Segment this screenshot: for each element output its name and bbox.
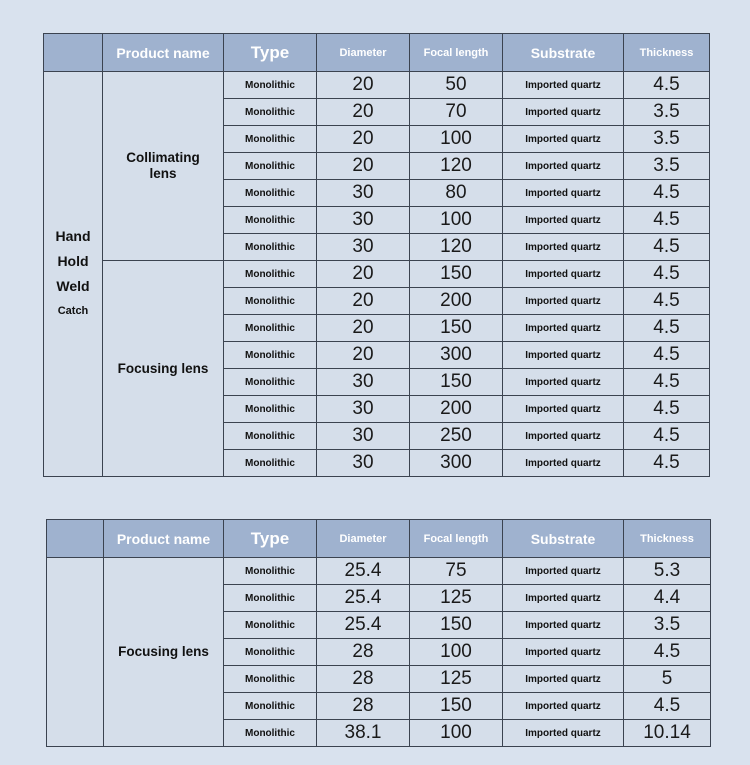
thickness-cell: 4.5 [624, 72, 710, 99]
product-name-line: Focusing lens [118, 644, 209, 659]
thickness-cell: 3.5 [624, 153, 710, 180]
thickness-cell: 3.5 [624, 612, 711, 639]
focal-length-cell: 200 [410, 288, 503, 315]
substrate-cell: Imported quartz [503, 261, 624, 288]
focal-length-cell: 100 [410, 720, 503, 747]
type-cell: Monolithic [224, 207, 317, 234]
focal-length-cell: 125 [410, 666, 503, 693]
diameter-cell: 30 [317, 180, 410, 207]
header-product-name: Product name [103, 34, 224, 72]
product-group-line: Catch [57, 305, 89, 317]
focal-length-cell: 150 [410, 693, 503, 720]
diameter-cell: 20 [317, 72, 410, 99]
diameter-cell: 30 [317, 369, 410, 396]
thickness-cell: 4.5 [624, 369, 710, 396]
type-cell: Monolithic [224, 153, 317, 180]
substrate-cell: Imported quartz [503, 423, 624, 450]
product-name-cell [103, 261, 224, 477]
diameter-cell: 28 [317, 693, 410, 720]
substrate-cell: Imported quartz [503, 99, 624, 126]
header-product-name: Product name [104, 520, 224, 558]
type-cell: Monolithic [224, 666, 317, 693]
header-diameter: Diameter [317, 34, 410, 72]
table-row [44, 72, 710, 99]
focal-length-cell: 150 [410, 315, 503, 342]
focal-length-cell: 200 [410, 396, 503, 423]
substrate-cell: Imported quartz [503, 180, 624, 207]
thickness-cell: 4.5 [624, 639, 711, 666]
spec-table-2 [46, 519, 711, 747]
thickness-cell: 4.5 [624, 180, 710, 207]
product-group-cell [44, 72, 103, 477]
spec-table-1 [43, 33, 710, 477]
thickness-cell: 3.5 [624, 99, 710, 126]
header-row [47, 520, 711, 558]
substrate-cell: Imported quartz [503, 315, 624, 342]
product-name-cell [104, 558, 224, 747]
header-substrate: Substrate [503, 34, 624, 72]
diameter-cell: 30 [317, 450, 410, 477]
type-cell: Monolithic [224, 450, 317, 477]
product-group-line: Weld [56, 278, 90, 294]
type-cell: Monolithic [224, 342, 317, 369]
focal-length-cell: 100 [410, 639, 503, 666]
type-cell: Monolithic [224, 558, 317, 585]
header-type: Type [224, 34, 317, 72]
substrate-cell: Imported quartz [503, 153, 624, 180]
spec-table-2-body [47, 520, 711, 747]
thickness-cell: 4.5 [624, 693, 711, 720]
header-blank [44, 34, 103, 72]
thickness-cell: 3.5 [624, 126, 710, 153]
substrate-cell: Imported quartz [503, 126, 624, 153]
product-group-line: Hold [57, 253, 89, 269]
thickness-cell: 4.4 [624, 585, 711, 612]
thickness-cell: 4.5 [624, 396, 710, 423]
type-cell: Monolithic [224, 99, 317, 126]
focal-length-cell: 100 [410, 126, 503, 153]
focal-length-cell: 125 [410, 585, 503, 612]
type-cell: Monolithic [224, 261, 317, 288]
type-cell: Monolithic [224, 396, 317, 423]
substrate-cell: Imported quartz [503, 450, 624, 477]
focal-length-cell: 300 [410, 342, 503, 369]
type-cell: Monolithic [224, 369, 317, 396]
substrate-cell: Imported quartz [503, 693, 624, 720]
substrate-cell: Imported quartz [503, 207, 624, 234]
substrate-cell: Imported quartz [503, 72, 624, 99]
substrate-cell: Imported quartz [503, 558, 624, 585]
focal-length-cell: 120 [410, 234, 503, 261]
diameter-cell: 20 [317, 315, 410, 342]
diameter-cell: 25.4 [317, 612, 410, 639]
product-name-line: Collimating [126, 150, 200, 165]
product-group-cell [47, 558, 104, 747]
product-name-cell [103, 72, 224, 261]
focal-length-cell: 150 [410, 369, 503, 396]
focal-length-cell: 300 [410, 450, 503, 477]
thickness-cell: 5 [624, 666, 711, 693]
header-thickness: Thickness [624, 34, 710, 72]
focal-length-cell: 75 [410, 558, 503, 585]
type-cell: Monolithic [224, 612, 317, 639]
type-cell: Monolithic [224, 693, 317, 720]
header-focal-length: Focal length [410, 520, 503, 558]
substrate-cell: Imported quartz [503, 639, 624, 666]
product-group-line: Hand [55, 228, 91, 244]
diameter-cell: 30 [317, 423, 410, 450]
type-cell: Monolithic [224, 288, 317, 315]
product-name-line: Focusing lens [117, 360, 209, 376]
type-cell: Monolithic [224, 639, 317, 666]
type-cell: Monolithic [224, 585, 317, 612]
focal-length-cell: 50 [410, 72, 503, 99]
diameter-cell: 28 [317, 666, 410, 693]
substrate-cell: Imported quartz [503, 369, 624, 396]
diameter-cell: 20 [317, 261, 410, 288]
diameter-cell: 20 [317, 153, 410, 180]
thickness-cell: 4.5 [624, 450, 710, 477]
substrate-cell: Imported quartz [503, 585, 624, 612]
header-type: Type [224, 520, 317, 558]
table-row [47, 558, 711, 585]
substrate-cell: Imported quartz [503, 396, 624, 423]
focal-length-cell: 70 [410, 99, 503, 126]
focal-length-cell: 150 [410, 612, 503, 639]
substrate-cell: Imported quartz [503, 234, 624, 261]
type-cell: Monolithic [224, 72, 317, 99]
thickness-cell: 4.5 [624, 423, 710, 450]
diameter-cell: 25.4 [317, 585, 410, 612]
type-cell: Monolithic [224, 234, 317, 261]
focal-length-cell: 150 [410, 261, 503, 288]
substrate-cell: Imported quartz [503, 342, 624, 369]
type-cell: Monolithic [224, 180, 317, 207]
diameter-cell: 38.1 [317, 720, 410, 747]
type-cell: Monolithic [224, 720, 317, 747]
thickness-cell: 4.5 [624, 342, 710, 369]
thickness-cell: 4.5 [624, 234, 710, 261]
header-row [44, 34, 710, 72]
type-cell: Monolithic [224, 423, 317, 450]
table-row [44, 261, 710, 288]
header-blank [47, 520, 104, 558]
diameter-cell: 28 [317, 639, 410, 666]
focal-length-cell: 120 [410, 153, 503, 180]
diameter-cell: 20 [317, 288, 410, 315]
product-name-line: lens [149, 166, 177, 181]
spec-table-1-body [44, 34, 710, 477]
diameter-cell: 30 [317, 207, 410, 234]
substrate-cell: Imported quartz [503, 666, 624, 693]
header-thickness: Thickness [624, 520, 711, 558]
thickness-cell: 4.5 [624, 315, 710, 342]
type-cell: Monolithic [224, 315, 317, 342]
diameter-cell: 20 [317, 126, 410, 153]
diameter-cell: 20 [317, 342, 410, 369]
diameter-cell: 30 [317, 234, 410, 261]
diameter-cell: 25.4 [317, 558, 410, 585]
thickness-cell: 4.5 [624, 288, 710, 315]
focal-length-cell: 100 [410, 207, 503, 234]
header-diameter: Diameter [317, 520, 410, 558]
header-focal-length: Focal length [410, 34, 503, 72]
substrate-cell: Imported quartz [503, 288, 624, 315]
diameter-cell: 20 [317, 99, 410, 126]
diameter-cell: 30 [317, 396, 410, 423]
substrate-cell: Imported quartz [503, 612, 624, 639]
thickness-cell: 4.5 [624, 207, 710, 234]
substrate-cell: Imported quartz [503, 720, 624, 747]
focal-length-cell: 250 [410, 423, 503, 450]
thickness-cell: 10.14 [624, 720, 711, 747]
type-cell: Monolithic [224, 126, 317, 153]
thickness-cell: 4.5 [624, 261, 710, 288]
thickness-cell: 5.3 [624, 558, 711, 585]
header-substrate: Substrate [503, 520, 624, 558]
focal-length-cell: 80 [410, 180, 503, 207]
